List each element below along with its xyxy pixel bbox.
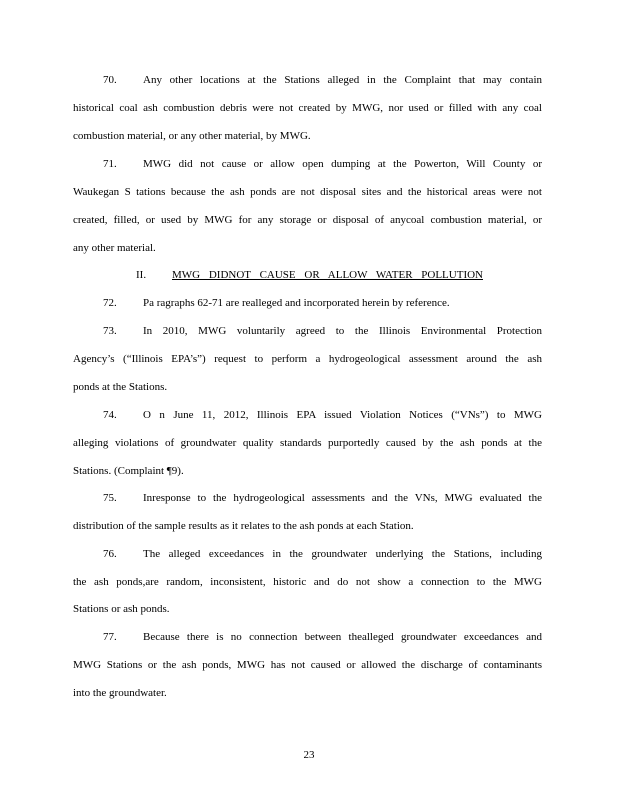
paragraph-71-line-3: created, filled, or used by MWG for any storage or disposal of anycoal combustion material, or [73, 214, 542, 226]
paragraph-73-line-1: 73. In 2010, MWG voluntarily agreed to the Illinois Environmental Protection [103, 325, 542, 337]
paragraph-number: 70. [103, 74, 117, 86]
paragraph-70-line-3: combustion material, or any other material, by MWG. [73, 130, 311, 142]
paragraph-number: 74. [103, 409, 117, 421]
page-number: 23 [303, 749, 315, 761]
paragraph-72-line-1: 72. Pa ragraphs 62-71 are realleged and incorporated herein by reference. [103, 297, 450, 309]
paragraph-number: 76. [103, 548, 117, 560]
paragraph-74-line-3: Stations. (Complaint ¶9). [73, 465, 184, 477]
paragraph-77-line-2: MWG Stations or the ash ponds, MWG has not caused or allowed the discharge of contaminants [73, 659, 542, 671]
paragraph-number: 73. [103, 325, 117, 337]
paragraph-71-line-1: 71. MWG did not cause or allow open dumping at the Powerton, Will County or [103, 158, 542, 170]
paragraph-76-line-3: Stations or ash ponds. [73, 603, 170, 615]
paragraph-75-line-2: distribution of the sample results as it relates to the ash ponds at each Station. [73, 520, 414, 532]
paragraph-number: 72. [103, 297, 117, 309]
paragraph-76-line-1: 76. The alleged exceedances in the groundwater underlying the Stations, including [103, 548, 542, 560]
paragraph-77-line-3: into the groundwater. [73, 687, 167, 699]
paragraph-number: 71. [103, 158, 117, 170]
paragraph-77-line-1: 77. Because there is no connection between thealleged groundwater exceedances and [103, 631, 542, 643]
paragraph-71-line-4: any other material. [73, 242, 156, 254]
section-heading [136, 268, 486, 282]
paragraph-number: 77. [103, 631, 117, 643]
paragraph-76-line-2: the ash ponds,are random, inconsistent, historic and do not show a connection to the MWG [73, 576, 542, 588]
section-roman-numeral: II. [136, 269, 147, 281]
paragraph-number: 75. [103, 492, 117, 504]
paragraph-71-line-2: Waukegan S tations because the ash ponds are not disposal sites and the historical areas were not [73, 186, 542, 198]
paragraph-75-line-1: 75. Inresponse to the hydrogeological assessments and the VNs, MWG evaluated the [103, 492, 542, 504]
paragraph-70-line-1: 70. Any other locations at the Stations alleged in the Complaint that may contain [103, 74, 542, 86]
paragraph-70-line-2: historical coal ash combustion debris were not created by MWG, nor used or filled with any coal [73, 102, 542, 114]
paragraph-74-line-2: alleging violations of groundwater quality standards purportedly caused by the ash ponds at the [73, 437, 542, 449]
paragraph-73-line-2: Agency’s (“Illinois EPA’s”) request to perform a hydrogeological assessment around the ash [73, 353, 542, 365]
paragraph-74-line-1: 74. O n June 11, 2012, Illinois EPA issued Violation Notices (“VNs”) to MWG [103, 409, 542, 421]
paragraph-73-line-3: ponds at the Stations. [73, 381, 168, 393]
section-heading-text: MWG DIDNOT CAUSE OR ALLOW WATER POLLUTION [172, 269, 483, 281]
